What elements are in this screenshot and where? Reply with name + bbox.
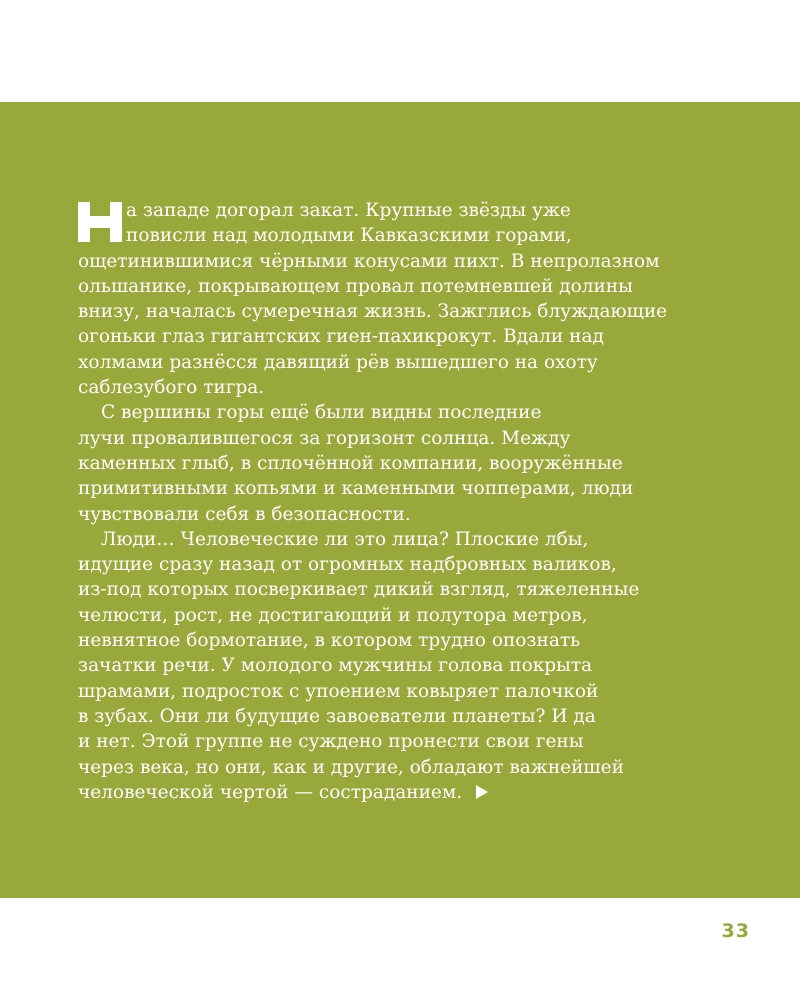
text-line: из-под которых посверкивает дикий взгляд, тяжеленные [78,579,640,601]
text-line: и нет. Этой группе не суждено пронести свои гены [78,731,584,753]
dropcap [78,202,122,242]
text-line: примитивными копьями и каменными чопперами, люди [78,478,634,500]
text-line: саблезубого тигра. [78,377,265,399]
text-line: холмами разнёсся давящий рёв вышедшего на охоту [78,351,598,373]
article-text [78,198,668,805]
right-triangle-icon [476,785,488,799]
page-number: 33 [721,920,750,942]
text-line: внизу, началась сумеречная жизнь. Зажглись блуждающие [78,301,668,323]
text-line: в зубах. Они ли будущие завоеватели планеты? И да [78,705,596,727]
paragraph-3 [78,527,638,805]
text-line: невнятное бормотание, в котором трудно опознать [78,630,581,652]
text-line: ощетинившимися чёрными конусами пихт. В непролазном [78,250,660,272]
text-line: а западе догорал закат. Крупные звёзды уже [126,200,571,221]
text-line: чувствовали себя в безопасности. [78,503,411,525]
text-line: Люди… Человеческие ли это лица? Плоские лбы, [101,528,589,550]
text-line: повисли над молодыми Кавказскими горами, [126,225,572,247]
text-line: ольшанике, покрывающем провал потемневшей долины [78,275,633,297]
paragraph-2 [78,400,638,526]
text-line: лучи провалившегося за горизонт солнца. Между [78,427,571,449]
text-line: через века, но они, как и другие, обладают важнейшей [78,756,624,778]
text-line: зачатки речи. У молодого мужчины голова покрыта [78,655,593,677]
paragraph-1 [78,198,668,400]
dropcap-letter [78,202,79,203]
text-line: каменных глыб, в сплочённой компании, вооружённые [78,452,623,474]
last-line-text: человеческой чертой — состраданием. [78,781,463,803]
text-line: огоньки глаз гигантских гиен-пахикрокут. Вдали над [78,326,604,348]
text-line: С вершины горы ещё были видны последние [101,402,542,424]
text-line: идущие сразу назад от огромных надбровных валиков, [78,554,617,576]
text-line: шрамами, подросток с упоением ковыряет палочкой [78,680,599,702]
text-line: челюсти, рост, не достигающий и полутора метров, [78,604,588,626]
last-text-line [78,780,638,805]
